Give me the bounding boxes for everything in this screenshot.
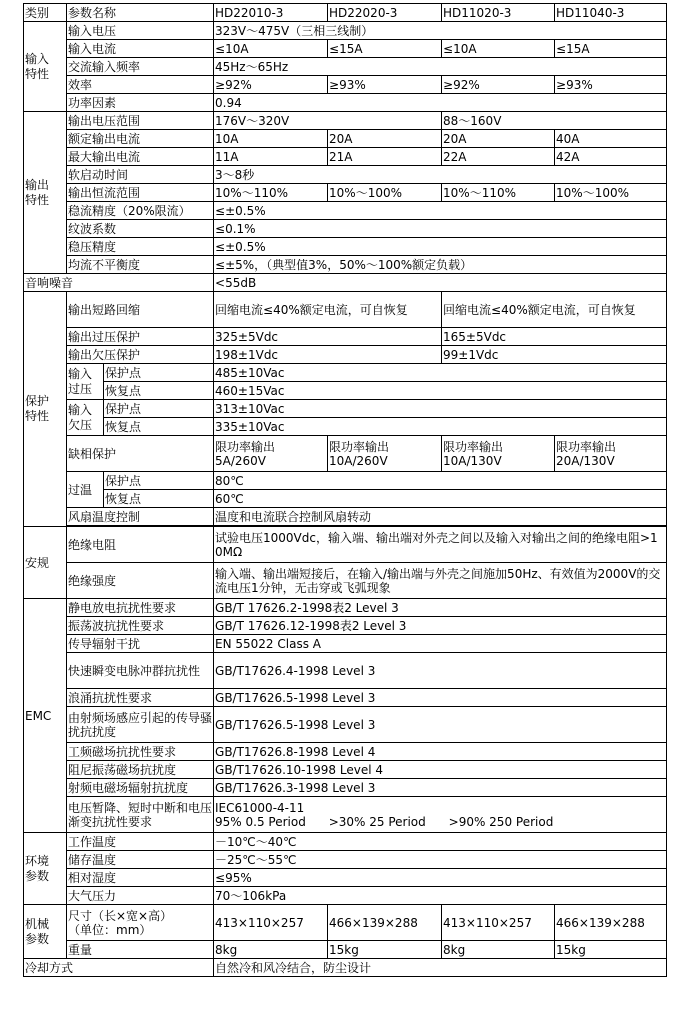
- table-row: [24, 761, 667, 779]
- param-value: <55dB: [214, 274, 667, 292]
- param-label: 工作温度: [67, 833, 214, 851]
- param-value: 413×110×257: [442, 905, 555, 941]
- table-row: [24, 689, 667, 707]
- param-value: 限功率输出 10A/260V: [328, 436, 442, 472]
- param-value: GB/T 17626.2-1998表2 Level 3: [214, 599, 667, 617]
- param-label: 恢复点: [104, 490, 214, 508]
- group-safety-label: 安规: [24, 527, 67, 599]
- param-value: GB/T 17626.12-1998表2 Level 3: [214, 617, 667, 635]
- param-label: 风扇温度控制: [67, 508, 214, 526]
- table-row: [24, 779, 667, 797]
- param-label: 快速瞬变电脉冲群抗扰性: [67, 653, 214, 689]
- param-value: GB/T17626.8-1998 Level 4: [214, 743, 667, 761]
- param-value: ≤±0.5%: [214, 202, 667, 220]
- table-row: [24, 635, 667, 653]
- param-value: 试验电压1000Vdc，输入端、输出端对外壳之间以及输入对输出之间的绝缘电阻>10MΩ: [214, 527, 667, 563]
- header-category: 类别: [24, 4, 67, 22]
- param-value: 15kg: [555, 941, 667, 959]
- group-emc-label: EMC: [24, 599, 67, 833]
- param-label: 输出电压范围: [67, 112, 214, 130]
- param-value: ≤95%: [214, 869, 667, 887]
- group-protection-label: 保护 特性: [24, 292, 67, 527]
- table-row: [24, 527, 667, 563]
- param-value: 313±10Vac: [214, 400, 667, 418]
- param-label: 浪涌抗扰性要求: [67, 689, 214, 707]
- table-row: [24, 256, 667, 274]
- param-label: 输出过压保护: [67, 328, 214, 346]
- param-value: －25℃～55℃: [214, 851, 667, 869]
- table-row: [24, 869, 667, 887]
- over-temp-label: 过温: [67, 472, 104, 508]
- param-value: 10%～110%: [442, 184, 555, 202]
- table-row: [24, 833, 667, 851]
- param-value: 70～106kPa: [214, 887, 667, 905]
- group-input-label: 输入 特性: [24, 22, 67, 112]
- param-value: GB/T17626.3-1998 Level 3: [214, 779, 667, 797]
- param-value: GB/T17626.4-1998 Level 3: [214, 653, 667, 689]
- param-value: 323V～475V（三相三线制）: [214, 22, 667, 40]
- table-row: [24, 941, 667, 959]
- table-row: [24, 905, 667, 941]
- param-label: 输出短路回缩: [67, 292, 214, 328]
- table-row: [24, 599, 667, 617]
- param-label: 均流不平衡度: [67, 256, 214, 274]
- param-value: 485±10Vac: [214, 364, 667, 382]
- param-value: 8kg: [442, 941, 555, 959]
- table-row: [24, 76, 667, 94]
- param-label: 保护点: [104, 472, 214, 490]
- group-output-label: 输出 特性: [24, 112, 67, 274]
- param-value: 10%～100%: [328, 184, 442, 202]
- param-value: 325±5Vdc: [214, 328, 442, 346]
- param-label: 静电放电抗扰性要求: [67, 599, 214, 617]
- table-row: [24, 238, 667, 256]
- param-value: GB/T17626.10-1998 Level 4: [214, 761, 667, 779]
- group-environment-label: 环境 参数: [24, 833, 67, 905]
- header-model-1: HD22010-3: [214, 4, 328, 22]
- param-value: 20A: [442, 130, 555, 148]
- param-value: ≤15A: [328, 40, 442, 58]
- param-value: 40A: [555, 130, 667, 148]
- param-label: 额定输出电流: [67, 130, 214, 148]
- table-row: [24, 400, 667, 418]
- table-row: [24, 166, 667, 184]
- param-value: 22A: [442, 148, 555, 166]
- param-label: 音响噪音: [24, 274, 214, 292]
- table-row: [24, 292, 667, 328]
- param-label: 输出恒流范围: [67, 184, 214, 202]
- param-value: IEC61000-4-11 95% 0.5 Period >30% 25 Period >90% 250 Period: [214, 797, 667, 833]
- param-label: 绝缘电阻: [67, 527, 214, 563]
- table-row: [24, 220, 667, 238]
- param-label: 稳压精度: [67, 238, 214, 256]
- table-row: [24, 508, 667, 526]
- param-value: 335±10Vac: [214, 418, 667, 436]
- table-row: [24, 743, 667, 761]
- header-model-2: HD22020-3: [328, 4, 442, 22]
- param-value: ≥92%: [442, 76, 555, 94]
- param-value: 466×139×288: [328, 905, 442, 941]
- param-label: 射频电磁场辐射抗扰度: [67, 779, 214, 797]
- table-row: [24, 707, 667, 743]
- param-value: ≤10A: [214, 40, 328, 58]
- input-overvoltage-label: 输入 过压: [67, 364, 104, 400]
- param-label: 尺寸（长×宽×高） （单位：mm）: [67, 905, 214, 941]
- table-row: [24, 472, 667, 490]
- param-value: ≥93%: [555, 76, 667, 94]
- param-value: 11A: [214, 148, 328, 166]
- input-undervoltage-label: 输入 欠压: [67, 400, 104, 436]
- table-row: [24, 274, 667, 292]
- param-value: 165±5Vdc: [442, 328, 667, 346]
- param-value: 10A: [214, 130, 328, 148]
- param-value: EN 55022 Class A: [214, 635, 667, 653]
- table-row: [24, 797, 667, 833]
- param-value: ≤15A: [555, 40, 667, 58]
- param-value: 413×110×257: [214, 905, 328, 941]
- param-value: 80℃: [214, 472, 667, 490]
- param-label: 重量: [67, 941, 214, 959]
- param-label: 纹波系数: [67, 220, 214, 238]
- table-row: [24, 94, 667, 112]
- table-row: [24, 22, 667, 40]
- param-value: GB/T17626.5-1998 Level 3: [214, 707, 667, 743]
- header-model-3: HD11020-3: [442, 4, 555, 22]
- param-label: 缺相保护: [67, 436, 214, 472]
- param-value: 10%～110%: [214, 184, 328, 202]
- table-row: [24, 202, 667, 220]
- param-label: 由射频场感应引起的传导骚扰抗扰度: [67, 707, 214, 743]
- table-row: [24, 130, 667, 148]
- table-row: [24, 382, 667, 400]
- header-model-4: HD11040-3: [555, 4, 667, 22]
- table-row: [24, 58, 667, 76]
- param-value: 自然冷和风冷结合，防尘设计: [214, 959, 667, 977]
- param-label: 电压暂降、短时中断和电压渐变抗扰性要求: [67, 797, 214, 833]
- table-row: [24, 328, 667, 346]
- param-label: 输入电流: [67, 40, 214, 58]
- param-value: 3～8秒: [214, 166, 667, 184]
- param-label: 功率因素: [67, 94, 214, 112]
- param-label: 传导辐射干扰: [67, 635, 214, 653]
- param-label: 相对湿度: [67, 869, 214, 887]
- param-value: 45Hz～65Hz: [214, 58, 667, 76]
- param-value: ≤±0.5%: [214, 238, 667, 256]
- param-value: 198±1Vdc: [214, 346, 442, 364]
- table-row: [24, 112, 667, 130]
- group-mechanical-label: 机械 参数: [24, 905, 67, 959]
- header-param: 参数名称: [67, 4, 214, 22]
- param-value: 10%～100%: [555, 184, 667, 202]
- param-value: 0.94: [214, 94, 667, 112]
- param-value: 回缩电流≤40%额定电流，可自恢复: [214, 292, 442, 328]
- param-label: 冷却方式: [24, 959, 214, 977]
- table-row: [24, 959, 667, 977]
- param-value: 回缩电流≤40%额定电流，可自恢复: [442, 292, 667, 328]
- table-row: [24, 184, 667, 202]
- table-row: [24, 563, 667, 599]
- param-label: 软启动时间: [67, 166, 214, 184]
- header-row: [24, 4, 667, 22]
- spec-table: [23, 3, 667, 977]
- param-value: －10℃～40℃: [214, 833, 667, 851]
- param-value: 温度和电流联合控制风扇转动: [214, 508, 667, 526]
- table-row: [24, 148, 667, 166]
- param-value: 99±1Vdc: [442, 346, 667, 364]
- table-row: [24, 40, 667, 58]
- param-value: ≥93%: [328, 76, 442, 94]
- param-value: ≤±5%，（典型值3%，50%～100%额定负载）: [214, 256, 667, 274]
- param-value: 20A: [328, 130, 442, 148]
- param-label: 交流输入频率: [67, 58, 214, 76]
- table-row: [24, 436, 667, 472]
- param-value: 60℃: [214, 490, 667, 508]
- param-value: 21A: [328, 148, 442, 166]
- param-value: 176V～320V: [214, 112, 442, 130]
- param-label: 输出欠压保护: [67, 346, 214, 364]
- table-row: [24, 617, 667, 635]
- param-label: 恢复点: [104, 418, 214, 436]
- param-label: 绝缘强度: [67, 563, 214, 599]
- param-value: 限功率输出 20A/130V: [555, 436, 667, 472]
- param-value: ≤10A: [442, 40, 555, 58]
- param-label: 保护点: [104, 400, 214, 418]
- param-value: 88～160V: [442, 112, 667, 130]
- param-label: 阻尼振荡磁场抗扰度: [67, 761, 214, 779]
- param-label: 输入电压: [67, 22, 214, 40]
- table-row: [24, 653, 667, 689]
- param-label: 稳流精度（20%限流）: [67, 202, 214, 220]
- param-label: 效率: [67, 76, 214, 94]
- table-row: [24, 346, 667, 364]
- param-label: 大气压力: [67, 887, 214, 905]
- param-value: 466×139×288: [555, 905, 667, 941]
- param-label: 保护点: [104, 364, 214, 382]
- param-value: 限功率输出 10A/130V: [442, 436, 555, 472]
- param-label: 最大输出电流: [67, 148, 214, 166]
- param-label: 工频磁场抗扰性要求: [67, 743, 214, 761]
- param-value: 15kg: [328, 941, 442, 959]
- param-value: GB/T17626.5-1998 Level 3: [214, 689, 667, 707]
- param-value: ≤0.1%: [214, 220, 667, 238]
- param-label: 恢复点: [104, 382, 214, 400]
- param-label: 储存温度: [67, 851, 214, 869]
- table-row: [24, 418, 667, 436]
- table-row: [24, 490, 667, 508]
- table-row: [24, 851, 667, 869]
- param-value: 8kg: [214, 941, 328, 959]
- param-value: 460±15Vac: [214, 382, 667, 400]
- param-value: 42A: [555, 148, 667, 166]
- param-value: 限功率输出 5A/260V: [214, 436, 328, 472]
- param-value: ≥92%: [214, 76, 328, 94]
- param-label: 振荡波抗扰性要求: [67, 617, 214, 635]
- param-value: 输入端、输出端短接后，在输入/输出端与外壳之间施加50Hz、有效值为2000V的交流电压1分钟，无击穿或飞弧现象: [214, 563, 667, 599]
- table-row: [24, 887, 667, 905]
- table-row: [24, 364, 667, 382]
